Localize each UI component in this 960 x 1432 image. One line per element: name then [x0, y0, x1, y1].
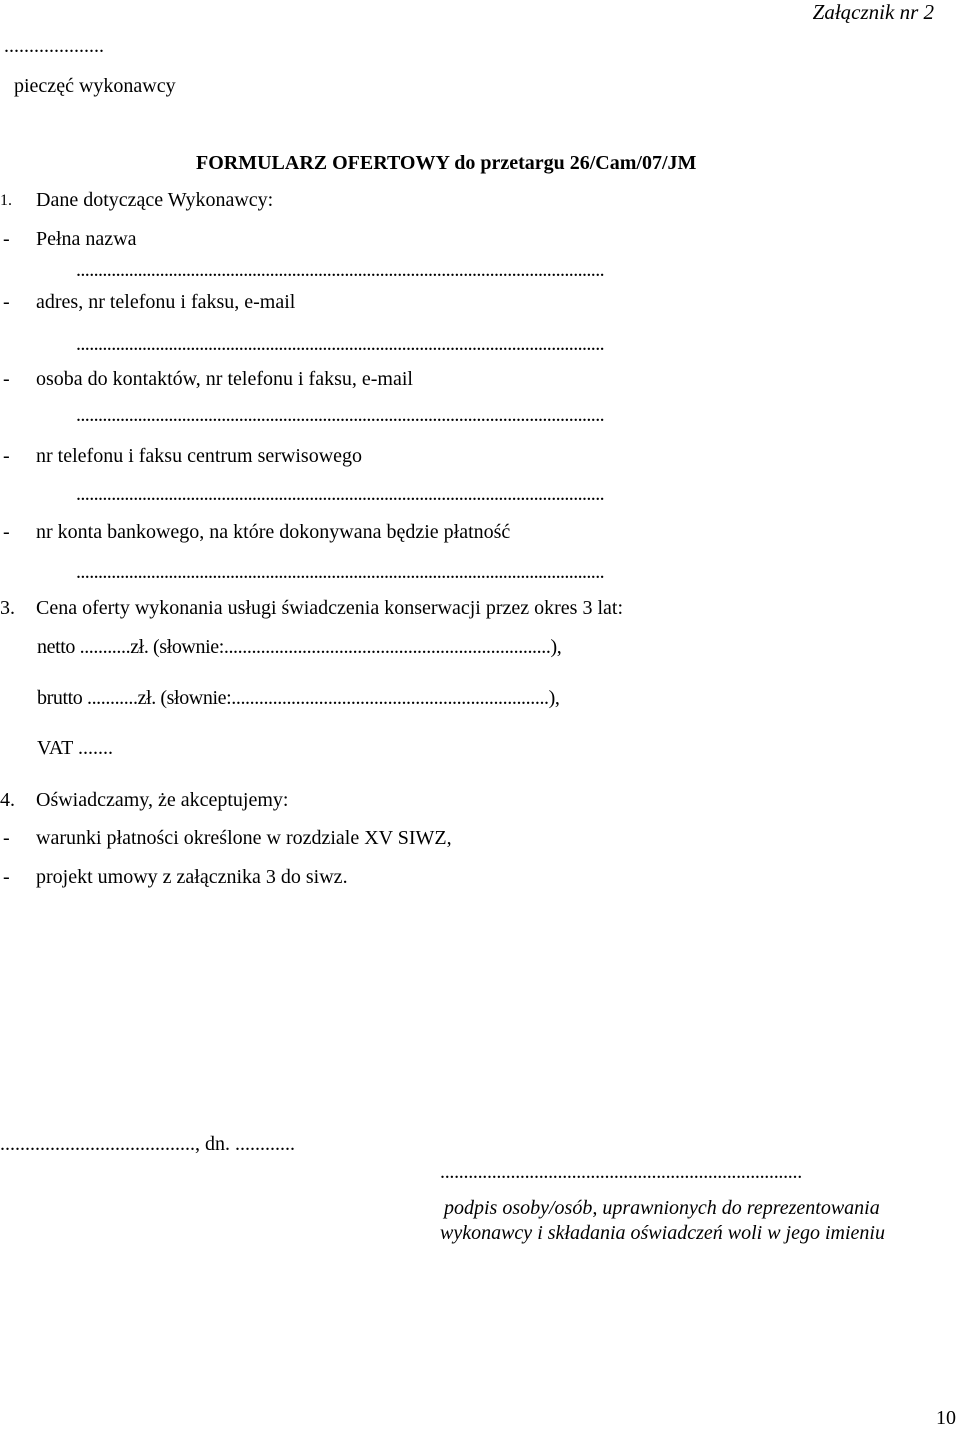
field-label: nr konta bankowego, na które dokonywana będzie płatność [36, 521, 511, 543]
fill-line[interactable]: ........................................................................................................................ [76, 333, 605, 355]
signature-dots[interactable]: ............................................................................. [440, 1161, 802, 1183]
section4-heading: Oświadczamy, że akceptujemy: [36, 789, 289, 811]
field-label: Pełna nazwa [36, 228, 137, 250]
list-item-payment-terms: warunki płatności określone w rozdziale XV SIWZ, [36, 827, 452, 849]
signature-caption-line2: wykonawcy i składania oświadczeń woli w jego imieniu [440, 1222, 885, 1244]
section3-heading: Cena oferty wykonania usługi świadczenia konserwacji przez okres 3 lat: [36, 597, 624, 619]
list-bullet: - [3, 827, 10, 849]
section1-number: 1. [0, 192, 12, 209]
field-bullet: - [3, 368, 10, 390]
fill-line[interactable]: ........................................................................................................................ [76, 404, 605, 426]
field-bullet: - [3, 291, 10, 313]
page-number: 10 [936, 1407, 956, 1429]
place-date-line[interactable]: ......................................., dn. ............ [0, 1133, 295, 1155]
list-item-contract-draft: projekt umowy z załącznika 3 do siwz. [36, 866, 348, 888]
field-bullet: - [3, 521, 10, 543]
form-title: FORMULARZ OFERTOWY do przetargu 26/Cam/07/JM [196, 152, 697, 174]
field-label: osoba do kontaktów, nr telefonu i faksu, e-mail [36, 368, 413, 390]
section1-heading: Dane dotyczące Wykonawcy: [36, 189, 274, 211]
fill-line[interactable]: ........................................................................................................................ [76, 561, 605, 583]
signature-caption-line1: podpis osoby/osób, uprawnionych do reprezentowania [444, 1197, 880, 1219]
fill-line[interactable]: ........................................................................................................................ [76, 483, 605, 505]
stamp-dots: .................... [4, 35, 104, 57]
list-bullet: - [3, 866, 10, 888]
attachment-label: Załącznik nr 2 [812, 0, 934, 24]
section4-number: 4. [0, 789, 15, 811]
section3-number: 3. [0, 597, 15, 619]
field-bullet: - [3, 228, 10, 250]
fill-line[interactable]: ........................................................................................................................ [76, 259, 605, 281]
price-netto[interactable]: netto ...........zł. (słownie:.......................................................................), [37, 636, 562, 658]
price-vat[interactable]: VAT ....... [37, 737, 113, 759]
field-label: nr telefonu i faksu centrum serwisowego [36, 445, 363, 467]
stamp-label: pieczęć wykonawcy [14, 75, 176, 97]
field-bullet: - [3, 445, 10, 467]
price-brutto[interactable]: brutto ...........zł. (słownie:.....................................................................), [37, 687, 560, 709]
field-label: adres, nr telefonu i faksu, e-mail [36, 291, 296, 313]
